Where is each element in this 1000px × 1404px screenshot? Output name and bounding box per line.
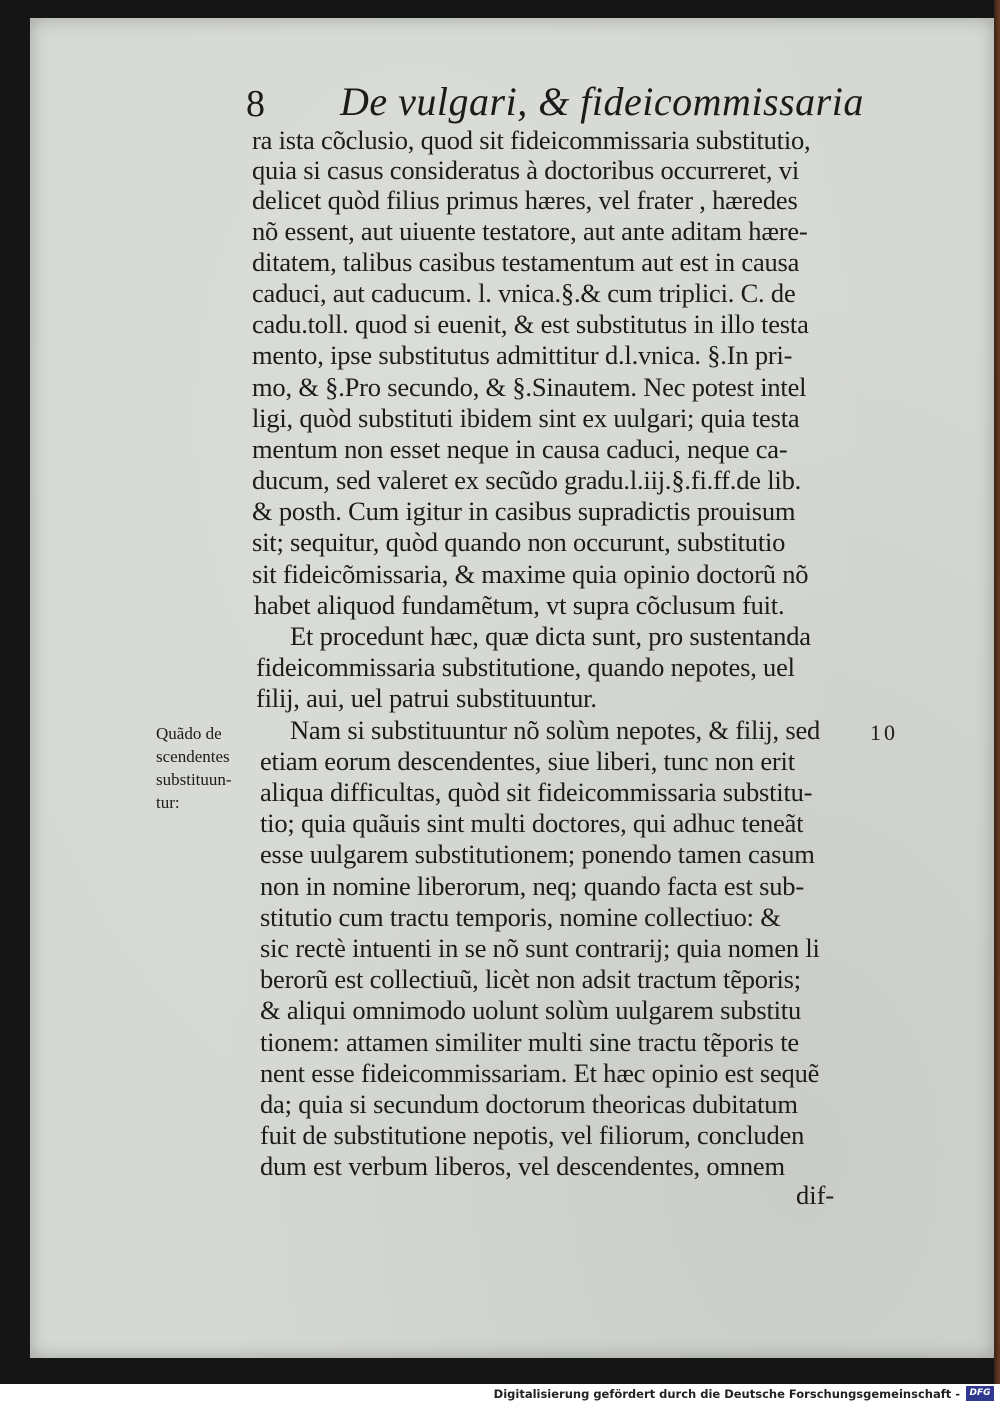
- text-line: & posth. Cum igitur in casibus supradictis prouisum: [252, 496, 796, 526]
- text-line: stitutio cum tractu temporis, nomine collectiuo: &: [260, 902, 781, 932]
- running-head: De vulgari, & fideicommissaria: [340, 79, 864, 124]
- text-line: Et procedunt hæc, quæ dicta sunt, pro sustentanda: [290, 621, 811, 651]
- margin-note-line: substituun-: [156, 770, 232, 789]
- text-line: fuit de substitutione nepotis, vel filiorum, concluden: [260, 1120, 805, 1150]
- text-line: ducum, sed valeret ex secũdo gradu.l.iij.§.fi.ff.de lib.: [252, 465, 802, 495]
- text-line: non in nomine liberorum, neq; quando facta est sub-: [260, 871, 804, 901]
- catchword: dif-: [796, 1180, 835, 1210]
- text-line: nent esse fideicommissariam. Et hæc opinio est sequẽ: [260, 1058, 820, 1088]
- margin-note-line: scendentes: [156, 747, 230, 766]
- margin-note-line: tur:: [156, 793, 180, 812]
- text-line: filij, aui, uel patrui substituuntur.: [256, 683, 597, 713]
- text-line: ra ista cõclusio, quod sit fideicommissaria substitutio,: [252, 125, 811, 155]
- text-line: esse uulgarem substitutionem; ponendo tamen casum: [260, 839, 815, 869]
- text-line: habet aliquod fundamẽtum, vt supra cõclusum fuit.: [254, 590, 785, 620]
- footer-credit: Digitalisierung gefördert durch die Deutsche Forschungsgemeinschaft -: [493, 1387, 960, 1401]
- text-line: cadu.toll. quod si euenit, & est substitutus in illo testa: [252, 309, 809, 339]
- margin-note: [156, 722, 256, 814]
- text-line: da; quia si secundum doctorum theoricas dubitatum: [260, 1089, 798, 1119]
- text-line: fideicommissaria substitutione, quando nepotes, uel: [256, 652, 795, 682]
- text-line: ligi, quòd substituti ibidem sint ex uulgari; quia testa: [252, 403, 800, 433]
- text-line: sit; sequitur, quòd quando non occurunt, substitutio: [252, 527, 786, 557]
- text-line: quia si casus consideratus à doctoribus occurreret, vi: [252, 155, 799, 185]
- text-line: delicet quòd filius primus hæres, vel frater , hæredes: [252, 185, 798, 215]
- text-line: dum est verbum liberos, vel descendentes, omnem: [260, 1151, 785, 1181]
- text-line: mento, ipse substitutus admittitur d.l.vnica. §.In pri-: [252, 340, 793, 370]
- footer-bar: [0, 1384, 1000, 1404]
- text-line: caduci, aut caducum. l. vnica.§.& cum triplici. C. de: [252, 278, 796, 308]
- text-line: mentum non esset neque in causa caduci, neque ca-: [252, 434, 788, 464]
- text-line: etiam eorum descendentes, siue liberi, tunc non erit: [260, 746, 795, 776]
- text-line: ditatem, talibus casibus testamentum aut est in causa: [252, 247, 800, 277]
- dfg-logo-icon: DFG: [966, 1386, 994, 1401]
- margin-number: 10: [870, 720, 898, 745]
- book-edge: [994, 0, 1000, 1384]
- text-line: & aliqui omnimodo uolunt solùm uulgarem substitu: [260, 995, 801, 1025]
- margin-note-line: Quãdo de: [156, 724, 222, 743]
- text-line: sit fideicõmissaria, & maxime quia opinio doctorũ nõ: [252, 559, 809, 589]
- text-line: sic rectè intuenti in se nõ sunt contrarij; quia nomen li: [260, 933, 820, 963]
- page-number: 8: [246, 83, 265, 125]
- text-line: berorũ est collectiuũ, licèt non adsit tractum tẽporis;: [260, 964, 801, 994]
- text-line: Nam si substituuntur nõ solùm nepotes, & filij, sed: [290, 715, 821, 745]
- text-line: tionem: attamen similiter multi sine tractu tẽporis te: [260, 1027, 799, 1057]
- text-line: tio; quia quãuis sint multi doctores, qui adhuc teneãt: [260, 808, 804, 838]
- text-line: aliqua difficultas, quòd sit fideicommissaria substitu-: [260, 777, 813, 807]
- text-line: mo, & §.Pro secundo, & §.Sinautem. Nec potest intel: [252, 372, 807, 402]
- text-line: nõ essent, aut uiuente testatore, aut ante aditam hære-: [252, 216, 808, 246]
